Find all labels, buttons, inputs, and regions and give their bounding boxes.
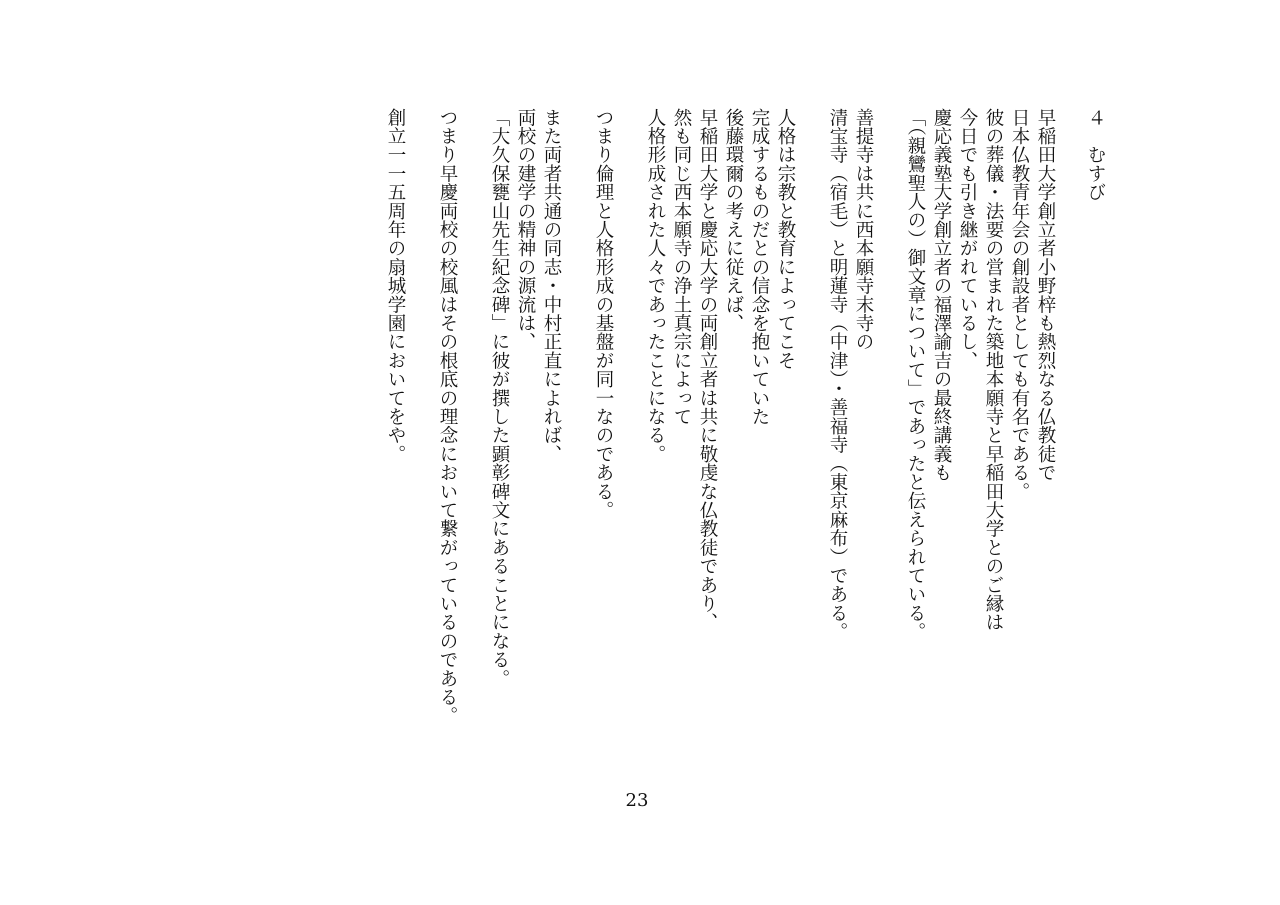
text-line: 人格形成された人々であったことになる。 — [645, 108, 666, 464]
text-line: 彼の葬儀・法要の営まれた築地本願寺と早稲田大学とのご縁は — [983, 108, 1004, 632]
page-number: 23 — [625, 790, 649, 811]
text-line: 完成するものだとの信念を抱いていた — [749, 108, 770, 426]
text-line: 然も同じ西本願寺の浄土真宗によって — [671, 108, 692, 426]
text-line: 今日でも引き継がれているし、 — [957, 108, 978, 370]
text-line: 人格は宗教と教育によってこそ — [775, 108, 796, 370]
text-line: 早稲田大学と慶応大学の両創立者は共に敬虔な仏教徒であり、 — [697, 108, 718, 632]
text-line: 日本仏教青年会の創設者としても有名である。 — [1009, 108, 1030, 501]
text-line: 善提寺は共に西本願寺末寺の — [853, 108, 874, 352]
text-line: 早稲田大学創立者小野梓も熱烈なる仏教徒で — [1035, 108, 1056, 482]
text-line: また両者共通の同志・中村正直によれば、 — [541, 108, 562, 464]
text-line: 「（親鸞聖人の）御文章について」であったと伝えられている。 — [905, 108, 926, 642]
text-line: 後藤環爾の考えに従えば、 — [723, 108, 744, 333]
text-line: つまり早慶両校の校風はその根底の理念において繋がっているのである。 — [437, 108, 458, 726]
text-line: 両校の建学の精神の源流は、 — [515, 108, 536, 352]
text-line: つまり倫理と人格形成の基盤が同一なのである。 — [593, 108, 614, 520]
text-line: 清宝寺（宿毛）と明蓮寺（中津）・善福寺（東京麻布）である。 — [827, 108, 848, 642]
section-heading: ４ むすび — [1085, 108, 1106, 202]
text-line: 「大久保甕山先生紀念碑」に彼が撰した顕彰碑文にあることになる。 — [489, 108, 510, 688]
text-line: 慶応義塾大学創立者の福澤諭吉の最終講義も — [931, 108, 952, 482]
text-line: 創立一一五周年の扇城学園においてをや。 — [385, 108, 406, 464]
